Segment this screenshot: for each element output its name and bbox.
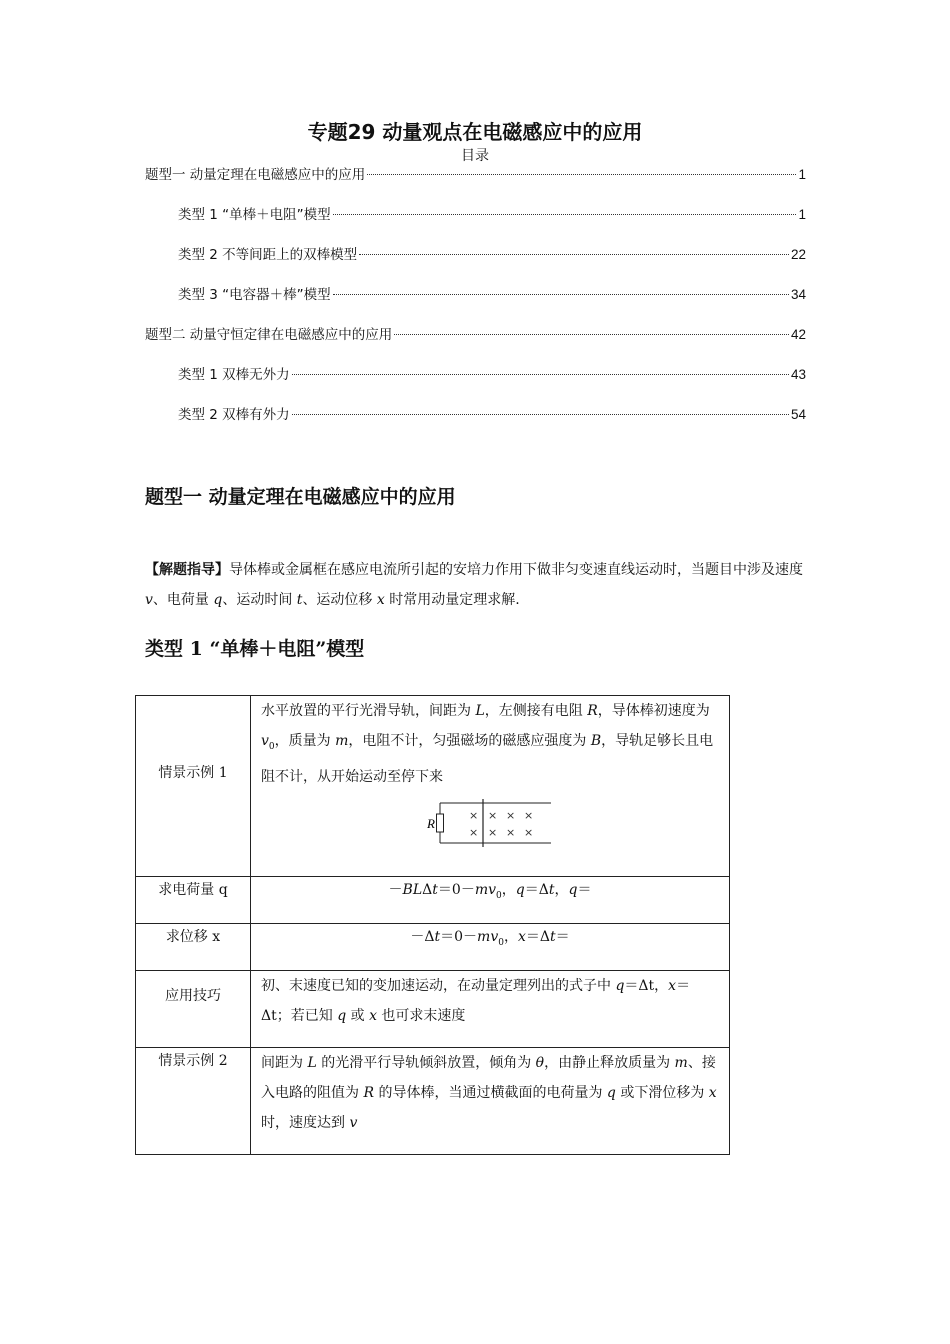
toc-entry-label: 题型二 动量守恒定律在电磁感应中的应用 bbox=[145, 327, 393, 343]
row-label-cell bbox=[136, 877, 251, 924]
svg-text:×: × bbox=[469, 808, 479, 822]
toc-leader-dots bbox=[359, 254, 789, 255]
toc-leader-dots bbox=[292, 414, 789, 415]
toc-entry-page: 43 bbox=[790, 367, 806, 382]
toc-entry-page: 1 bbox=[798, 207, 806, 222]
formula-cell: $-\Delta t=0-mv_0$，x＝Δt＝ bbox=[251, 924, 730, 971]
section-heading: 题型一 动量定理在电磁感应中的应用 bbox=[145, 486, 456, 508]
toc-entry[interactable] bbox=[145, 323, 806, 343]
row-label-cell bbox=[136, 1048, 251, 1155]
toc-entry-label: 类型 1 “单棒＋电阻”模型 bbox=[178, 207, 331, 223]
toc-entry-label: 类型 2 不等间距上的双棒模型 bbox=[178, 247, 358, 263]
guide-text: 、运动位移 bbox=[302, 592, 377, 608]
circuit-diagram bbox=[426, 798, 556, 848]
svg-text:×: × bbox=[469, 825, 479, 839]
page-title: 专题29 动量观点在电磁感应中的应用 bbox=[307, 120, 643, 144]
model-table bbox=[135, 695, 730, 1155]
row-label: 求位移 x bbox=[165, 929, 221, 945]
toc-entry[interactable] bbox=[145, 163, 806, 183]
toc-entry-page: 54 bbox=[790, 407, 806, 422]
toc-leader-dots bbox=[394, 334, 789, 335]
var-v: v bbox=[145, 592, 153, 608]
table-row bbox=[136, 696, 730, 877]
toc-leader-dots bbox=[333, 214, 797, 215]
row-label-cell bbox=[136, 924, 251, 971]
toc-entry[interactable] bbox=[178, 403, 806, 423]
toc-heading: 目录 bbox=[461, 148, 489, 164]
row-label: 情景示例 1 bbox=[158, 765, 228, 781]
toc-entry-label: 类型 2 双棒有外力 bbox=[178, 407, 290, 423]
table-row bbox=[136, 924, 730, 971]
row-label: 情景示例 2 bbox=[158, 1053, 228, 1069]
toc-entry[interactable] bbox=[178, 203, 806, 223]
resistor-label: R bbox=[427, 815, 435, 831]
toc-leader-dots bbox=[367, 174, 796, 175]
row-label-cell bbox=[136, 971, 251, 1048]
toc-entry[interactable] bbox=[178, 243, 806, 263]
toc-entry[interactable] bbox=[178, 363, 806, 383]
guide-text: 时常用动量定理求解. bbox=[384, 592, 520, 608]
toc-leader-dots bbox=[292, 374, 789, 375]
table-row bbox=[136, 1048, 730, 1155]
toc-entry-page: 22 bbox=[790, 247, 806, 262]
svg-text:×: × bbox=[506, 825, 516, 839]
svg-text:×: × bbox=[488, 825, 498, 839]
table-row bbox=[136, 877, 730, 924]
svg-text:×: × bbox=[524, 825, 534, 839]
svg-text:×: × bbox=[488, 808, 498, 822]
guide-text: 、电荷量 bbox=[152, 592, 214, 608]
var-q: q bbox=[213, 592, 223, 608]
guide-text: 导体棒或金属框在感应电流所引起的安培力作用下做非匀变速直线运动时，当题目中涉及速度 bbox=[229, 562, 803, 578]
guide-text: 、运动时间 bbox=[222, 592, 297, 608]
toc-entry-page: 1 bbox=[798, 167, 806, 182]
svg-text:×: × bbox=[524, 808, 534, 822]
formula-cell: $-BL\Delta t=0-mv_0$，q＝Δt，q＝ bbox=[251, 877, 730, 924]
scenario-text: 水平放置的平行光滑导轨，间距为 L，左侧接有电阻 R，导体棒初速度为 $v_0$，质量为 m，电阻不计，匀强磁场的磁感应强度为 B，导轨足够长且电阻不计，从开始运动至停下来 bbox=[261, 703, 714, 785]
toc-entry-label: 题型一 动量定理在电磁感应中的应用 bbox=[145, 167, 366, 183]
tip-cell: 初、末速度已知的变加速运动，在动量定理列出的式子中 q＝Δt，x＝Δt；若已知 q 或 x 也可求末速度 bbox=[251, 971, 730, 1048]
var-x: x bbox=[376, 592, 385, 608]
table-row bbox=[136, 971, 730, 1048]
guide-label: 【解题指导】 bbox=[145, 562, 229, 578]
solving-guide bbox=[145, 555, 810, 615]
toc-leader-dots bbox=[333, 294, 789, 295]
toc-entry-page: 42 bbox=[790, 327, 806, 342]
row-label: 应用技巧 bbox=[165, 988, 221, 1004]
toc-entry[interactable] bbox=[178, 283, 806, 303]
toc-entry-page: 34 bbox=[790, 287, 806, 302]
row-label-cell bbox=[136, 696, 251, 877]
subsection-heading: 类型 1 “单棒＋电阻”模型 bbox=[145, 638, 365, 660]
scenario-cell: 间距为 L 的光滑平行导轨倾斜放置，倾角为 θ，由静止释放质量为 m、接入电路的阻值为 R 的导体棒，当通过横截面的电荷量为 q 或下滑位移为 x 时，速度达到 v bbox=[251, 1048, 730, 1155]
row-label: 求电荷量 q bbox=[158, 882, 228, 898]
magnetic-field-marks bbox=[469, 809, 533, 839]
svg-text:×: × bbox=[506, 808, 516, 822]
var-t: t bbox=[296, 592, 303, 608]
toc-entry-label: 类型 1 双棒无外力 bbox=[178, 367, 290, 383]
row-content-cell bbox=[251, 696, 730, 877]
toc-entry-label: 类型 3 “电容器＋棒”模型 bbox=[178, 287, 331, 303]
